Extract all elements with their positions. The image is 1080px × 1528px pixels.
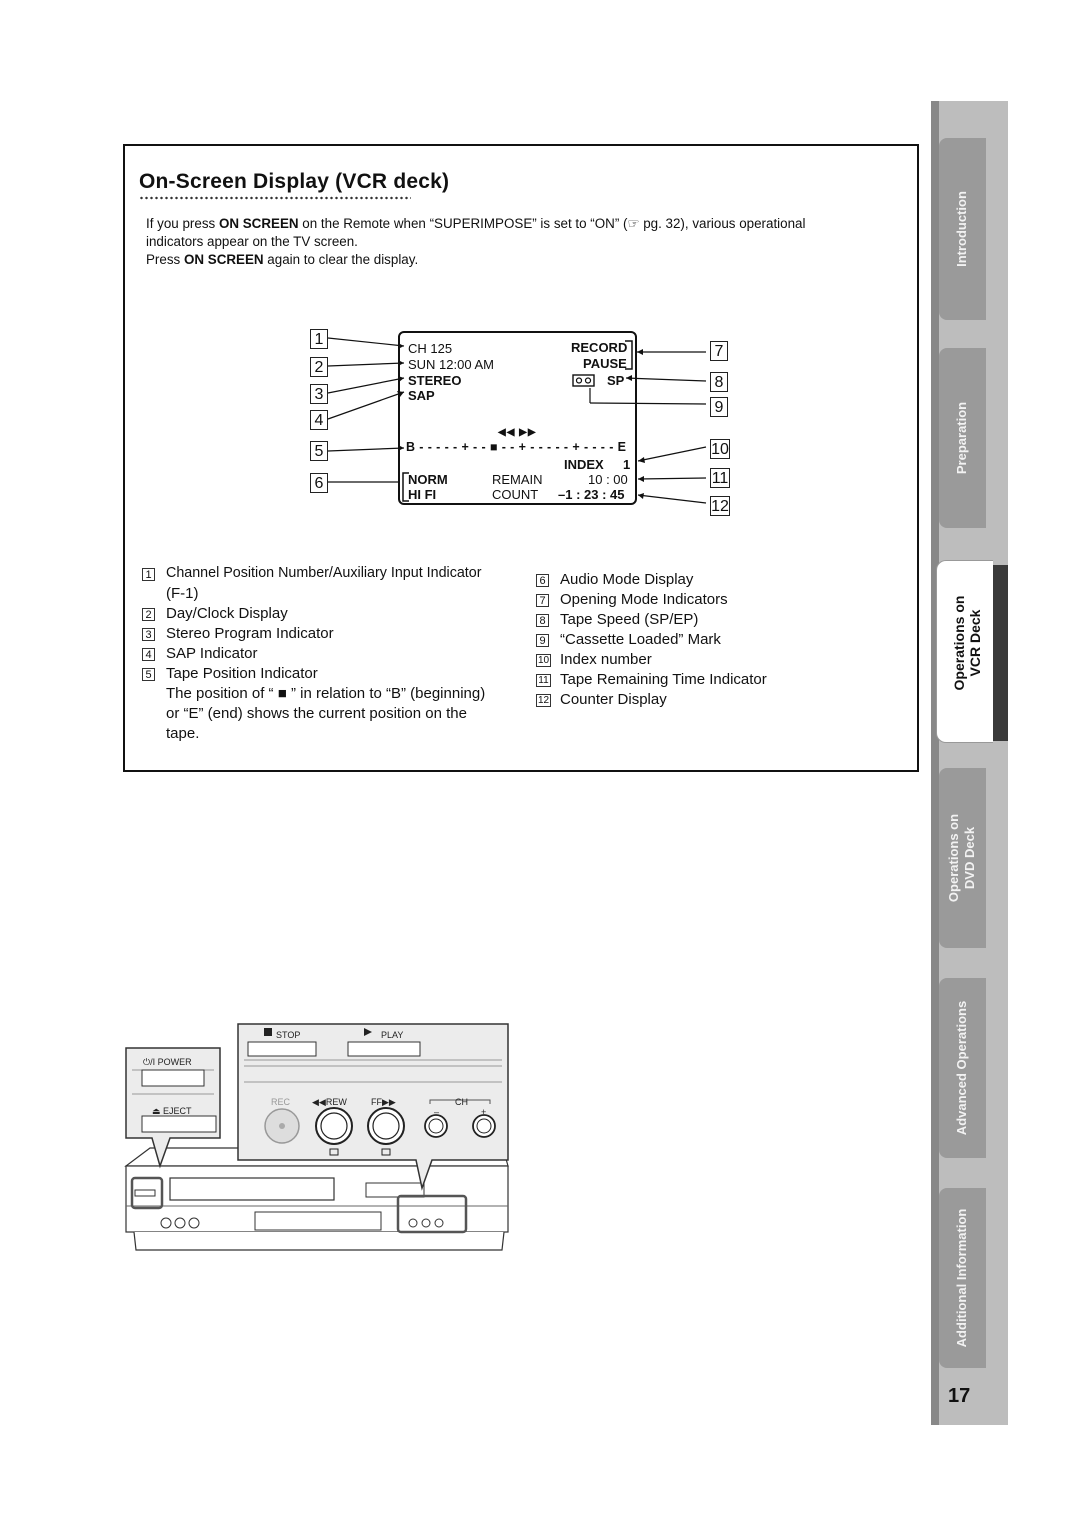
osd-day-clock: SUN 12:00 AM [408, 357, 494, 372]
bracket-6 [402, 471, 410, 503]
legend-num-3: 3 [142, 628, 155, 641]
cassette-icon [572, 374, 596, 387]
legend-text-8: Tape Speed (SP/EP) [560, 611, 699, 628]
tab-operations-dvd-deck[interactable] [939, 768, 986, 948]
intro-line-2: indicators appear on the TV screen. [146, 234, 358, 249]
legend-num-7: 7 [536, 594, 549, 607]
page-number: 17 [948, 1385, 971, 1407]
tab-introduction[interactable] [939, 138, 986, 320]
legend-text-4: SAP Indicator [166, 645, 258, 662]
tab-vcr-label-1: Operations on [951, 595, 967, 691]
bracket-7 [625, 339, 635, 371]
intro-line-1: If you press ON SCREEN on the Remote when “SUPERIMPOSE” is set to “ON” (☞ pg. 32), various operational [146, 216, 806, 231]
legend-text-1b: (F-1) [166, 585, 199, 602]
tab-introduction-label: Introduction [954, 191, 969, 267]
tab-advanced-operations[interactable] [939, 978, 986, 1158]
legend-text-6: Audio Mode Display [560, 571, 694, 588]
osd-count-label: COUNT [492, 487, 539, 502]
callout-8: 8 [710, 372, 728, 392]
ch-label: CH [455, 1097, 468, 1107]
callout-12: 12 [711, 498, 729, 515]
legend-num-6: 6 [536, 574, 549, 587]
legend-num-4: 4 [142, 648, 155, 661]
legend-num-12: 12 [537, 695, 550, 706]
callout-5: 5 [310, 441, 328, 461]
osd-speed: SP [607, 373, 625, 388]
tab-vcr-label-2: VCR Deck [967, 609, 983, 677]
osd-hifi: HI FI [408, 487, 437, 502]
osd-remain-value: 10 : 00 [588, 472, 628, 487]
tab-advanced-label: Advanced Operations [954, 1000, 969, 1136]
tab-additional-label: Additional Information [954, 1208, 969, 1348]
legend-num-2: 2 [142, 608, 155, 621]
legend-num-1: 1 [142, 568, 155, 581]
ff-label: FF▶▶ [371, 1097, 396, 1107]
vcr-front-panel-illustration [120, 1018, 520, 1258]
legend-num-5: 5 [142, 668, 155, 681]
osd-sap: SAP [408, 388, 435, 403]
tab-additional-information[interactable] [939, 1188, 986, 1368]
callout-10: 10 [711, 441, 729, 458]
legend-text-5b: The position of “ ■ ” in relation to “B” (beginning) [166, 685, 486, 702]
osd-count-value: –1 : 23 : 45 [558, 487, 625, 502]
legend-text-5c: or “E” (end) shows the current position on the [166, 705, 467, 722]
callout-2: 2 [310, 357, 328, 377]
callout-7: 7 [710, 341, 728, 361]
section-title: On-Screen Display (VCR deck) [139, 170, 450, 193]
legend-text-7: Opening Mode Indicators [560, 591, 728, 608]
legend-text-3: Stereo Program Indicator [166, 625, 334, 642]
osd-stereo: STEREO [408, 373, 462, 388]
legend-text-1: Channel Position Number/Auxiliary Input Indicator [166, 565, 482, 581]
rec-label: REC [271, 1097, 291, 1107]
sidebar-edge [931, 101, 939, 1425]
ch-minus-label: – [434, 1107, 440, 1117]
osd-index-label: INDEX [564, 457, 604, 472]
osd-rew-ff-icons: ◀◀ ▶▶ [498, 427, 537, 438]
legend-num-8: 8 [536, 614, 549, 627]
osd-pause: PAUSE [583, 356, 627, 371]
intro-line-3: Press ON SCREEN again to clear the display. [146, 252, 419, 267]
osd-remain-label: REMAIN [492, 472, 543, 487]
legend-text-2: Day/Clock Display [166, 605, 288, 622]
callout-3: 3 [310, 384, 328, 404]
osd-record: RECORD [571, 340, 628, 355]
callout-9: 9 [710, 397, 728, 417]
title-underline [139, 196, 411, 200]
callout-1: 1 [310, 329, 328, 349]
tab-preparation-label: Preparation [954, 401, 969, 475]
legend-text-10: Index number [560, 651, 652, 668]
legend-text-9: “Cassette Loaded” Mark [560, 631, 721, 648]
stop-label: STOP [276, 1030, 301, 1040]
ch-plus-label: + [481, 1107, 487, 1117]
callout-11: 11 [711, 470, 729, 487]
play-label: PLAY [381, 1030, 404, 1040]
legend-num-10: 10 [537, 655, 550, 666]
osd-channel: CH 125 [408, 341, 453, 356]
legend-text-5d: tape. [166, 725, 200, 742]
osd-tape-position-bar: B - - - - - + - - ■ - - + - - - - - + - - - - E [406, 440, 627, 454]
tab-operations-vcr-deck[interactable] [936, 560, 993, 743]
osd-index-value: 1 [623, 457, 631, 472]
legend-text-5: Tape Position Indicator [166, 665, 318, 682]
eject-label: ⏏ EJECT [152, 1106, 192, 1116]
power-label: ⏻/I POWER [143, 1057, 192, 1067]
legend-num-9: 9 [536, 634, 549, 647]
callout-4: 4 [310, 410, 328, 430]
rew-label: ◀◀REW [312, 1097, 347, 1107]
tab-dvd-label-1: Operations on [946, 813, 961, 903]
tab-dvd-label-2: DVD Deck [962, 826, 977, 890]
legend-text-11: Tape Remaining Time Indicator [560, 671, 767, 688]
callout-6: 6 [310, 473, 328, 493]
legend-num-11: 11 [536, 674, 551, 687]
legend-text-12: Counter Display [560, 691, 667, 708]
osd-norm: NORM [408, 472, 448, 487]
tab-preparation[interactable] [939, 348, 986, 528]
